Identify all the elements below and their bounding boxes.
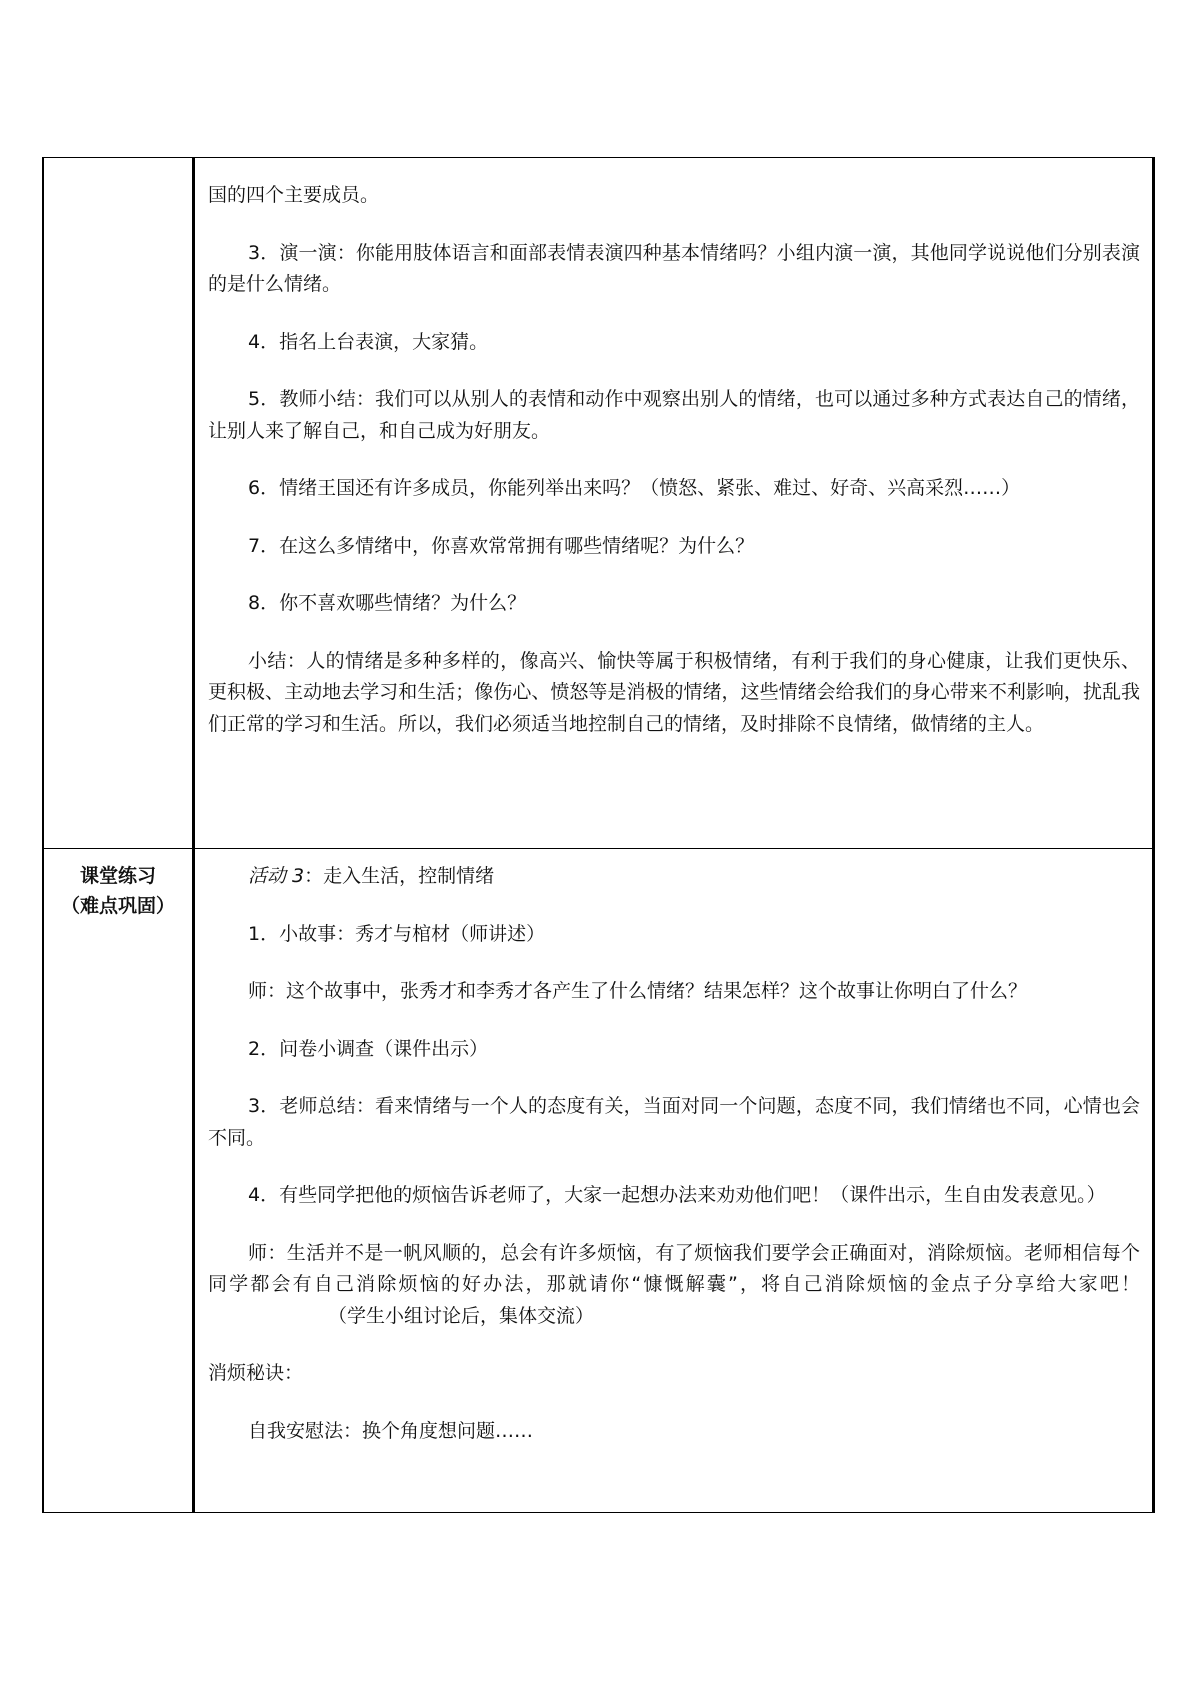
paragraph: 3．演一演：你能用肢体语言和面部表情表演四种基本情绪吗？小组内演一演，其他同学说说他们分别表演的是什么情绪。 <box>208 241 1140 295</box>
paragraph: 4．指名上台表演，大家猜。 <box>248 330 489 353</box>
activity-name: ：走入生活，控制情绪 <box>304 865 495 887</box>
section-label-line1: 课堂练习 <box>79 865 156 887</box>
paragraph: 4．有些同学把他的烦恼告诉老师了，大家一起想办法来劝劝他们吧！（课件出示，生自由发表意见。） <box>248 1184 1106 1206</box>
paragraph: 5．教师小结：我们可以从别人的表情和动作中观察出别人的情绪，也可以通过多种方式表达自己的情绪，让别人来了解自己，和自己成为好朋友。 <box>208 388 1140 442</box>
section-label <box>44 849 192 921</box>
activity-title <box>208 861 1140 893</box>
content-cell <box>194 849 1154 1513</box>
row2-paragraphs <box>195 849 1152 1447</box>
paragraph: 7．在这么多情绪中，你喜欢常常拥有哪些情绪呢？为什么？ <box>248 534 755 557</box>
paragraph-main: 师：生活并不是一帆风顺的，总会有许多烦恼，有了烦恼我们要学会正确面对，消除烦恼。老师相信每个同学都会有自己消除烦恼的好办法，那就请你“慷慨解囊”，将自己消除烦恼的金点子分享给大家吧！ <box>208 1241 1140 1295</box>
paragraph: 国的四个主要成员。 <box>208 184 380 206</box>
paragraph: 1．小故事：秀才与棺材（师讲述） <box>248 922 546 945</box>
table-row <box>43 849 1154 1513</box>
paragraph: 8．你不喜欢哪些情绪？为什么？ <box>248 592 527 614</box>
section-label-line2: （难点巩固） <box>60 895 175 917</box>
table-row <box>43 158 1154 849</box>
label-cell <box>43 849 194 1513</box>
paragraph: 3．老师总结：看来情绪与一个人的态度有关，当面对同一个问题，态度不同，我们情绪也不同，心情也会不同。 <box>208 1095 1140 1149</box>
paragraph: 师：这个故事中，张秀才和李秀才各产生了什么情绪？结果怎样？这个故事让你明白了什么？ <box>248 980 1028 1002</box>
paragraph: 2．问卷小调查（课件出示） <box>248 1037 489 1060</box>
activity-number: 活动 3 <box>248 865 305 887</box>
content-cell <box>194 158 1154 849</box>
label-cell-empty <box>43 158 194 849</box>
paragraph: 6．情绪王国还有许多成员，你能列举出来吗？（愤怒、紧张、难过、好奇、兴高采烈……） <box>248 477 1021 499</box>
paragraph: 消烦秘诀： <box>208 1362 304 1384</box>
row1-paragraphs <box>195 158 1152 740</box>
paragraph: 小结：人的情绪是多种多样的，像高兴、愉快等属于积极情绪，有利于我们的身心健康，让我们更快乐、更积极、主动地去学习和生活；像伤心、愤怒等是消极的情绪，这些情绪会给我们的身心带来不利影响，扰乱我们正常的学习和生活。所以，我们必须适当地控制自己的情绪，及时排除不良情绪，做情绪的主人。 <box>208 649 1140 735</box>
lesson-plan-table <box>42 157 1155 1513</box>
paragraph: 自我安慰法：换个角度想问题…… <box>248 1419 534 1442</box>
paragraph-note: （学生小组讨论后，集体交流） <box>328 1304 595 1327</box>
paragraph <box>208 1238 1140 1333</box>
